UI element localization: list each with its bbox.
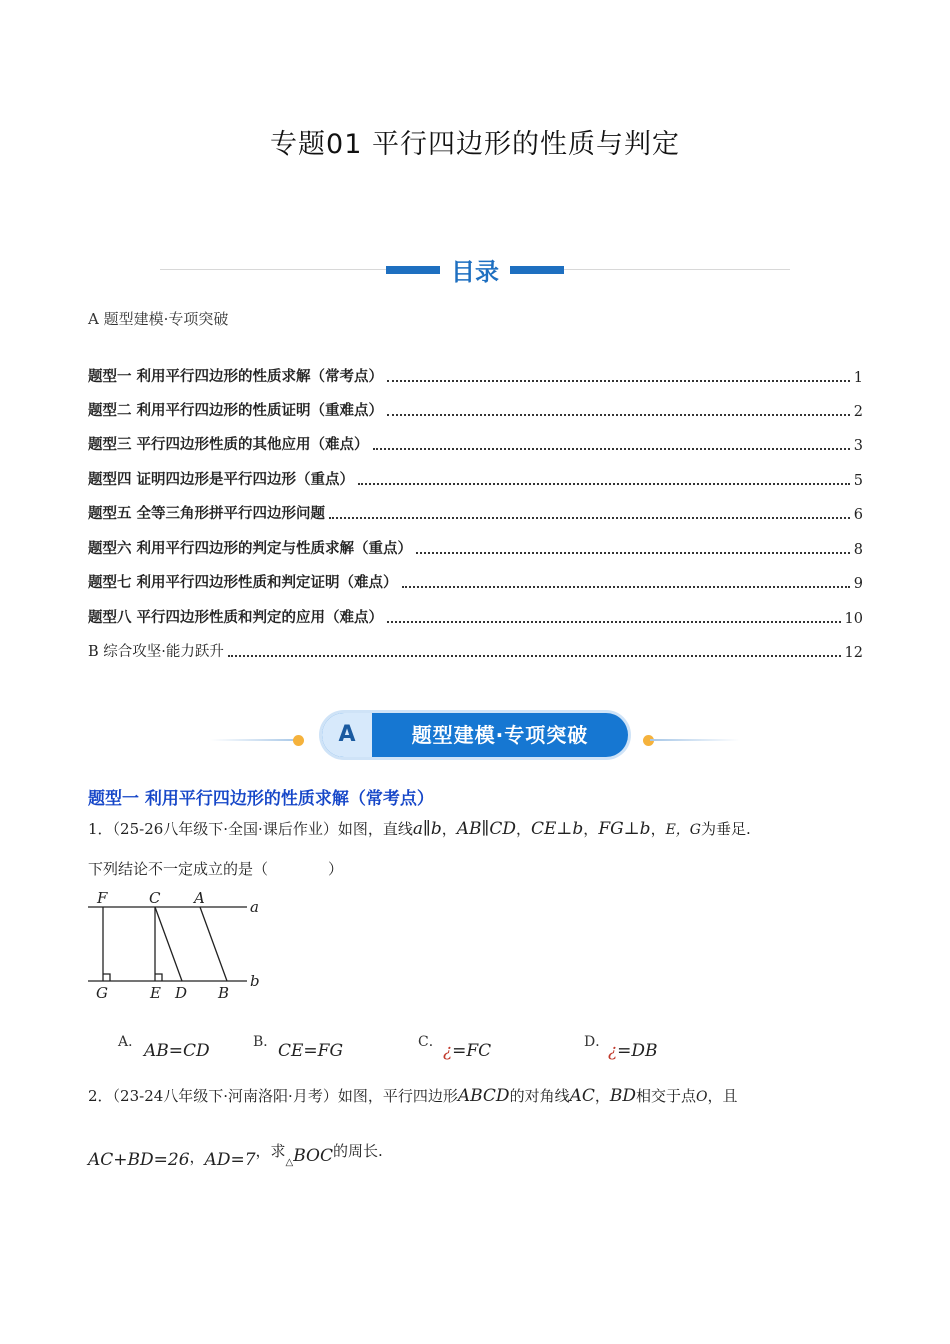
question-2-line-2: AC+BD=26，AD=7，求$_\triangle$BOC的周长. [88, 1142, 383, 1170]
option-d-expr[interactable]: ¿=DB [608, 1041, 658, 1061]
toc-item-7[interactable]: 题型七 利用平行四边形性质和判定证明（难点） 9 [88, 575, 863, 592]
toc-heading: 目录 [440, 252, 510, 287]
banner-text: 题型建模·专项突破 [411, 723, 589, 747]
option-b-expr[interactable]: CE=FG [278, 1041, 344, 1061]
label-A: A [194, 889, 205, 907]
section-heading: 题型一 利用平行四边形的性质求解（常考点） [88, 789, 434, 809]
toc-item-3[interactable]: 题型三 平行四边形性质的其他应用（难点） 3 [88, 437, 863, 454]
toc-item-4[interactable]: 题型四 证明四边形是平行四边形（重点） 5 [88, 472, 863, 489]
question-1-line-1: 1．（25-26八年级下·全国·课后作业）如图，直线a∥b，AB∥CD，CE⊥b，FG⊥b，E，G为垂足. [88, 819, 751, 839]
option-b-label[interactable]: B． [253, 1034, 278, 1050]
toc-item-b[interactable]: B 综合攻坚·能力跃升 12 [88, 644, 863, 661]
option-c-label[interactable]: C． [418, 1034, 443, 1050]
option-a-label[interactable]: A． [118, 1034, 143, 1050]
parallel-lines-figure [84, 886, 274, 1006]
label-b: b [250, 972, 260, 990]
label-a: a [250, 898, 259, 916]
page-title: 专题01 平行四边形的性质与判定 [270, 129, 680, 160]
label-F: F [97, 889, 108, 907]
label-E: E [150, 984, 161, 1002]
label-G: G [96, 984, 108, 1002]
toc-item-2[interactable]: 题型二 利用平行四边形的性质证明（重难点） 2 [88, 403, 863, 420]
toc-item-1[interactable]: 题型一 利用平行四边形的性质求解（常考点） 1 [88, 369, 863, 386]
banner-dot-left [293, 735, 304, 746]
toc-item-5[interactable]: 题型五 全等三角形拼平行四边形问题 6 [88, 506, 863, 523]
option-d-label[interactable]: D． [584, 1034, 610, 1050]
question-1-line-2: 下列结论不一定成立的是（ ） [88, 860, 344, 878]
banner-letter: A [322, 713, 372, 757]
label-B: B [218, 984, 230, 1002]
option-c-expr[interactable]: ¿=FC [443, 1041, 492, 1061]
toc-item-8[interactable]: 题型八 平行四边形性质和判定的应用（难点） 10 [88, 610, 863, 627]
banner-line-right [650, 739, 740, 741]
option-a-expr[interactable]: AB=CD [144, 1041, 210, 1061]
toc-bar-right [510, 266, 564, 274]
toc-item-6[interactable]: 题型六 利用平行四边形的判定与性质求解（重点） 8 [88, 541, 863, 558]
question-2-line-1: 2．（23-24八年级下·河南洛阳·月考）如图，平行四边形ABCD的对角线AC，BD相交于点O，且 [88, 1086, 738, 1106]
label-D: D [175, 984, 188, 1002]
toc-section-a: A 题型建模·专项突破 [88, 310, 229, 328]
label-C: C [149, 889, 161, 907]
toc-bar-left [386, 266, 440, 274]
banner-line-left [210, 739, 300, 741]
